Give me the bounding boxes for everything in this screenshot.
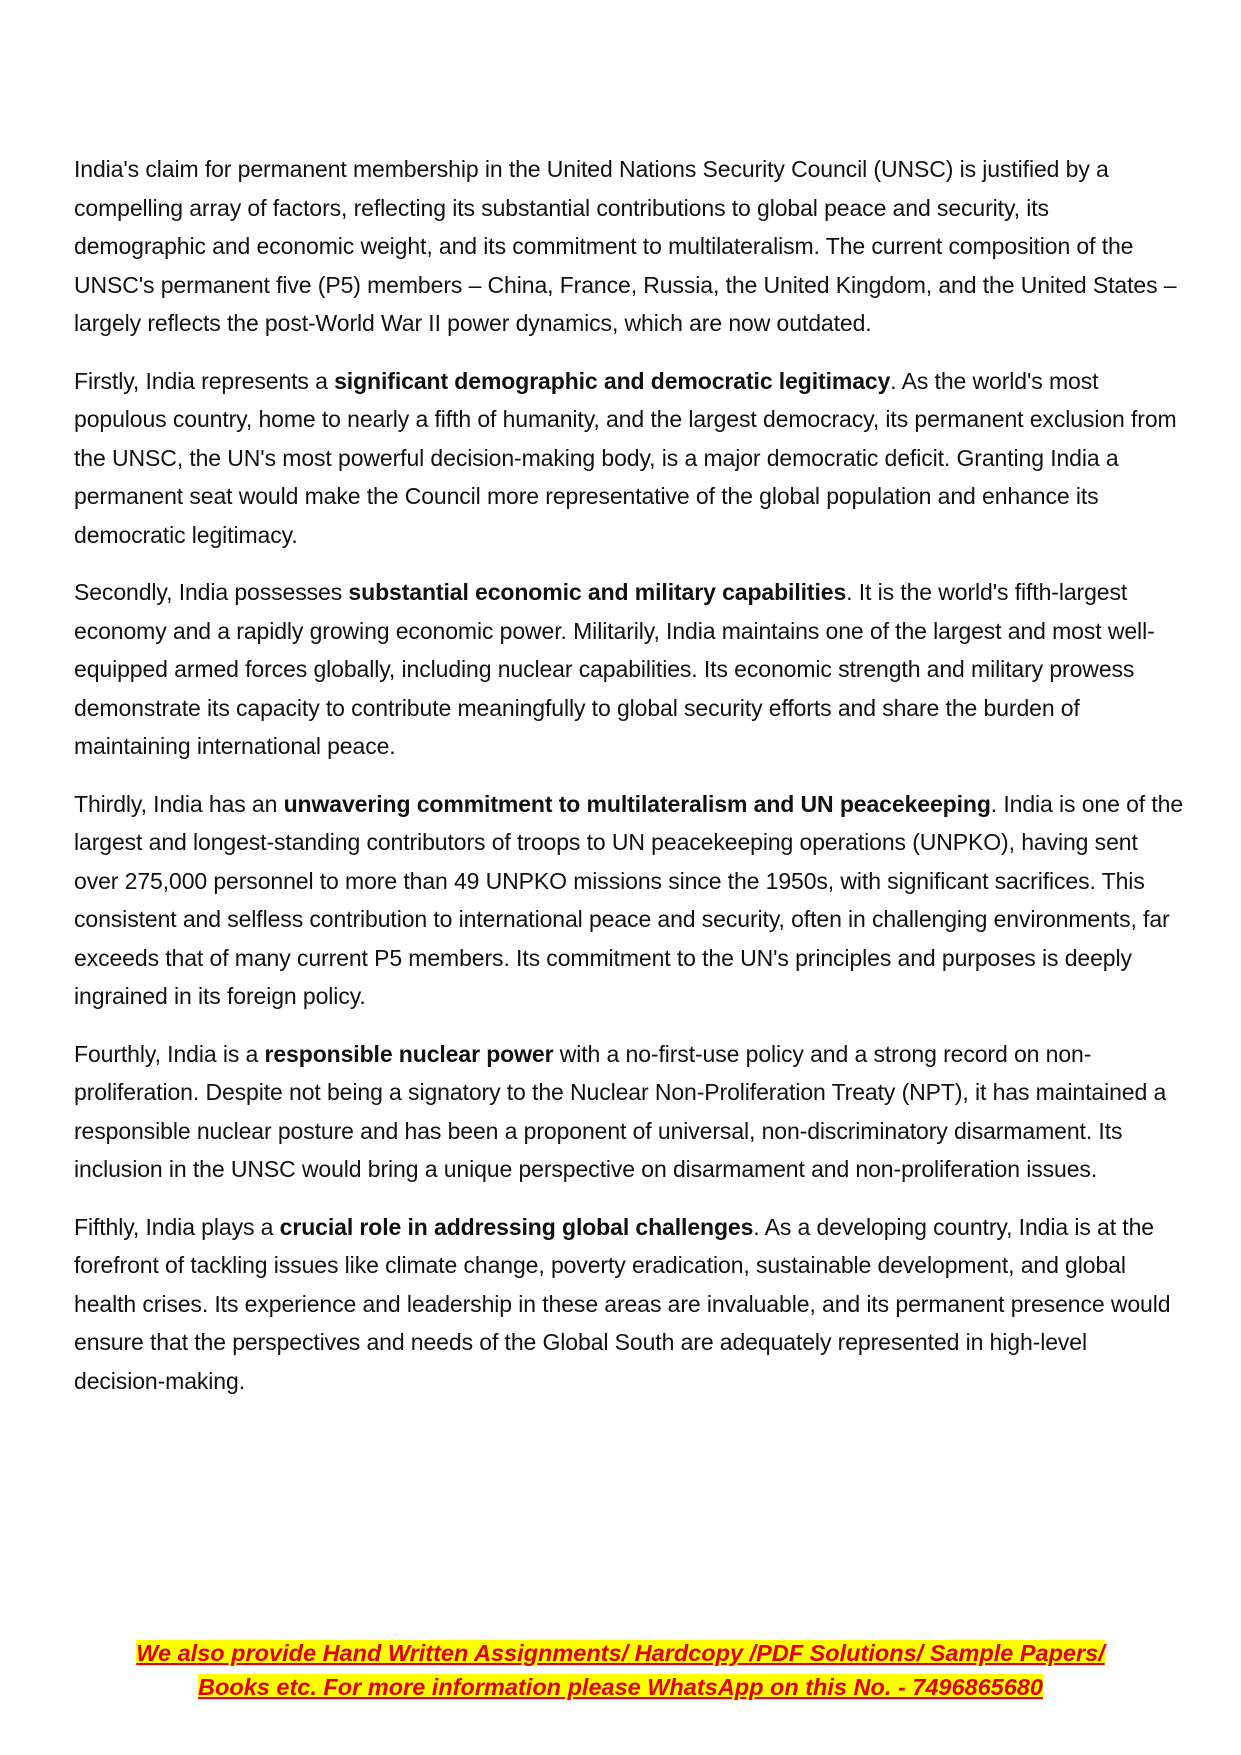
- paragraph-text: Secondly, India possesses: [74, 579, 349, 605]
- paragraph-fourthly: [74, 1035, 1184, 1189]
- paragraph-fifthly: [74, 1208, 1184, 1401]
- paragraph-text: Fifthly, India plays a: [74, 1213, 280, 1240]
- paragraph-text: Thirdly, India has an: [74, 790, 284, 817]
- paragraph-text: with a no-first-use policy and a strong record on non-proliferation. Despite not being a signatory to the Nuclear Non-Proliferation Treaty (NPT), it has maintained a responsible nuclear posture and has been a proponent of universal, non-discriminatory disarmament. Its inclusion in the UNSC would bring a unique perspective on disarmament and non-proliferation issues.: [74, 1040, 1167, 1182]
- paragraph-intro: [74, 150, 1184, 343]
- paragraph-text: . As the world's most populous country, home to nearly a fifth of humanity, and the largest democracy, its permanent exclusion from the UNSC, the UN's most powerful decision-making body, is a major democratic deficit. Granting India a permanent seat would make the Council more representative of the global population and enhance its democratic legitimacy.: [74, 367, 1177, 548]
- paragraph-bold-phrase: unwavering commitment to multilateralism and UN peacekeeping: [283, 790, 991, 817]
- paragraph-secondly: [74, 573, 1184, 766]
- paragraph-text: Firstly, India represents a: [74, 367, 335, 394]
- paragraph-text: . As a developing country, India is at the forefront of tackling issues like climate change, poverty eradication, sustainable development, and global health crises. Its experience and leadership in these areas are invaluable, and its permanent presence would ensure that the perspectives and needs of the Global South are adequately represented in high-level decision-making.: [74, 1213, 1171, 1394]
- promo-footer-line-1: We also provide Hand Written Assignments/ Hardcopy /PDF Solutions/ Sample Papers/: [136, 1640, 1105, 1666]
- paragraph-bold-phrase: crucial role in addressing global challenges: [279, 1213, 754, 1240]
- paragraph-firstly: [74, 362, 1184, 555]
- paragraph-bold-phrase: significant demographic and democratic legitimacy: [334, 367, 891, 394]
- paragraph-text: Fourthly, India is a: [74, 1040, 265, 1067]
- paragraph-thirdly: [74, 785, 1184, 1016]
- paragraph-text: . It is the world's fifth-largest economy and a rapidly growing economic power. Militarily, India maintains one of the largest and most well-equipped armed forces globally, including nuclear capabilities. Its economic strength and military prowess demonstrate its capacity to contribute meaningfully to global security efforts and share the burden of maintaining international peace.: [74, 579, 1155, 759]
- document-body: [74, 150, 1184, 1419]
- promo-footer: [80, 1636, 1161, 1704]
- paragraph-text: India's claim for permanent membership in the United Nations Security Council (UNSC) is justified by a compelling array of factors, reflecting its substantial contributions to global peace and security, its demographic and economic weight, and its commitment to multilateralism. The current composition of the UNSC's permanent five (P5) members – China, France, Russia, the United Kingdom, and the United States – largely reflects the post-World War II power dynamics, which are now outdated.: [74, 156, 1177, 336]
- promo-footer-line-2: Books etc. For more information please WhatsApp on this No. - 7496865680: [198, 1674, 1043, 1700]
- paragraph-bold-phrase: responsible nuclear power: [264, 1040, 554, 1067]
- paragraph-bold-phrase: substantial economic and military capabilities: [348, 579, 847, 605]
- paragraph-text: . India is one of the largest and longest-standing contributors of troops to UN peacekeeping operations (UNPKO), having sent over 275,000 personnel to more than 49 UNPKO missions since the 1950s, with significant sacrifices. This consistent and selfless contribution to international peace and security, often in challenging environments, far exceeds that of many current P5 members. Its commitment to the UN's principles and purposes is deeply ingrained in its foreign policy.: [74, 790, 1184, 1009]
